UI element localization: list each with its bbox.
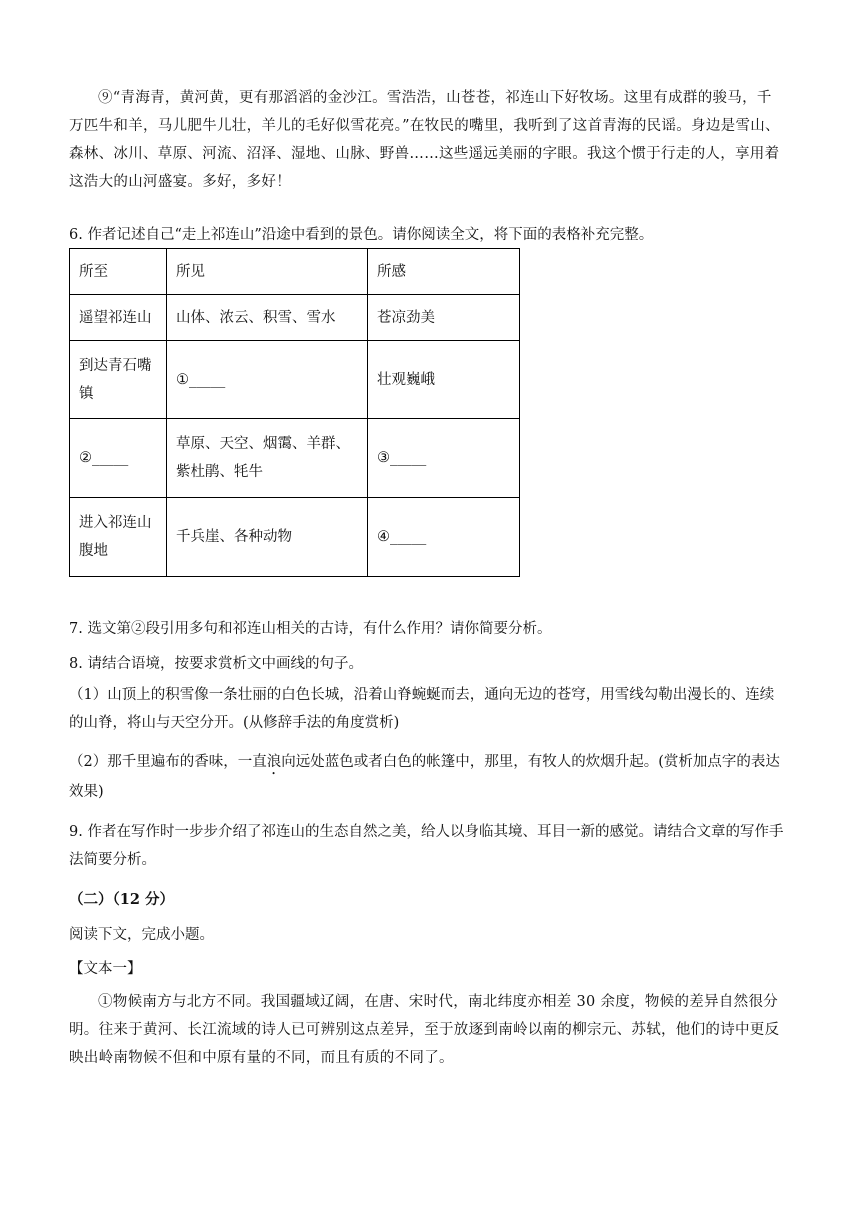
question-8-part-2-before: （2）那千里遍布的香味，一直 bbox=[69, 754, 267, 770]
table-cell: 草原、天空、烟霭、羊群、紫杜鹃、牦牛 bbox=[167, 419, 368, 498]
question-8: 8. 请结合语境，按要求赏析文中画线的句子。 bbox=[69, 656, 363, 672]
table-cell: 山体、浓云、积雪、雪水 bbox=[167, 295, 368, 341]
table-header-cell: 所感 bbox=[368, 249, 520, 295]
answer-blank-1: ①_____ bbox=[167, 341, 368, 419]
table-row bbox=[70, 341, 520, 419]
question-8-part-2-after: 向远处蓝色或者白色的帐篷中，那里，有牧人的炊烟升起。(赏析加点字的表达效果) bbox=[69, 754, 780, 800]
passage-paragraph-9: ⑨“青海青，黄河黄，更有那滔滔的金沙江。雪浩浩，山苍苍，祁连山下好牧场。这里有成群的骏马，千万匹牛和羊，马儿肥牛儿壮，羊儿的毛好似雪花亮。”在牧民的嘴里，我听到了这首青海的民谣。身边是雪山、森林、冰川、草原、河流、沼泽、湿地、山脉、野兽……这些遥远美丽的字眼。我这个惯于行走的人，享用着这浩大的山河盛宴。多好，多好！ bbox=[69, 90, 780, 190]
table-row bbox=[70, 498, 520, 577]
question-8-part-2 bbox=[69, 748, 785, 806]
table-cell: 遥望祁连山 bbox=[70, 295, 167, 341]
text-1-paragraph-1: ①物候南方与北方不同。我国疆域辽阔，在唐、宋时代，南北纬度亦相差 30 余度，物候的差异自然很分明。往来于黄河、长江流域的诗人已可辨别这点差异，至于放逐到南岭以南的柳宗元、苏轼，他们的诗中更反映出岭南物候不但和中原有量的不同，而且有质的不同了。 bbox=[69, 994, 780, 1066]
section-2-heading: （二）（12 分） bbox=[69, 891, 174, 908]
table-header-row bbox=[70, 249, 520, 295]
table-cell: 壮观巍峨 bbox=[368, 341, 520, 419]
table-row bbox=[70, 419, 520, 498]
answer-table bbox=[69, 248, 520, 577]
question-6: 6. 作者记述自己“走上祁连山”沿途中看到的景色。请你阅读全文，将下面的表格补充完整。 bbox=[69, 227, 654, 243]
section-2-instruction: 阅读下文，完成小题。 bbox=[69, 927, 214, 943]
table-row bbox=[70, 295, 520, 341]
table-cell: 进入祁连山腹地 bbox=[70, 498, 167, 577]
emphasized-character: 浪 bbox=[266, 754, 282, 770]
answer-blank-3: ③_____ bbox=[368, 419, 520, 498]
table-cell: 千兵崖、各种动物 bbox=[167, 498, 368, 577]
table-cell: 苍凉劲美 bbox=[368, 295, 520, 341]
question-9: 9. 作者在写作时一步步介绍了祁连山的生态自然之美，给人以身临其境、耳目一新的感觉。请结合文章的写作手法简要分析。 bbox=[69, 824, 784, 868]
answer-blank-4: ④_____ bbox=[368, 498, 520, 577]
table-header-cell: 所至 bbox=[70, 249, 167, 295]
table-cell: 到达青石嘴镇 bbox=[70, 341, 167, 419]
text-1-label: 【文本一】 bbox=[69, 961, 142, 977]
question-7: 7. 选文第②段引用多句和祁连山相关的古诗，有什么作用？请你简要分析。 bbox=[69, 621, 552, 637]
table-header-cell: 所见 bbox=[167, 249, 368, 295]
question-8-part-1: （1）山顶上的积雪像一条壮丽的白色长城，沿着山脊蜿蜒而去，通向无边的苍穹，用雪线勾勒出漫长的、连续的山脊，将山与天空分开。(从修辞手法的角度赏析) bbox=[69, 687, 775, 731]
answer-blank-2: ②_____ bbox=[70, 419, 167, 498]
